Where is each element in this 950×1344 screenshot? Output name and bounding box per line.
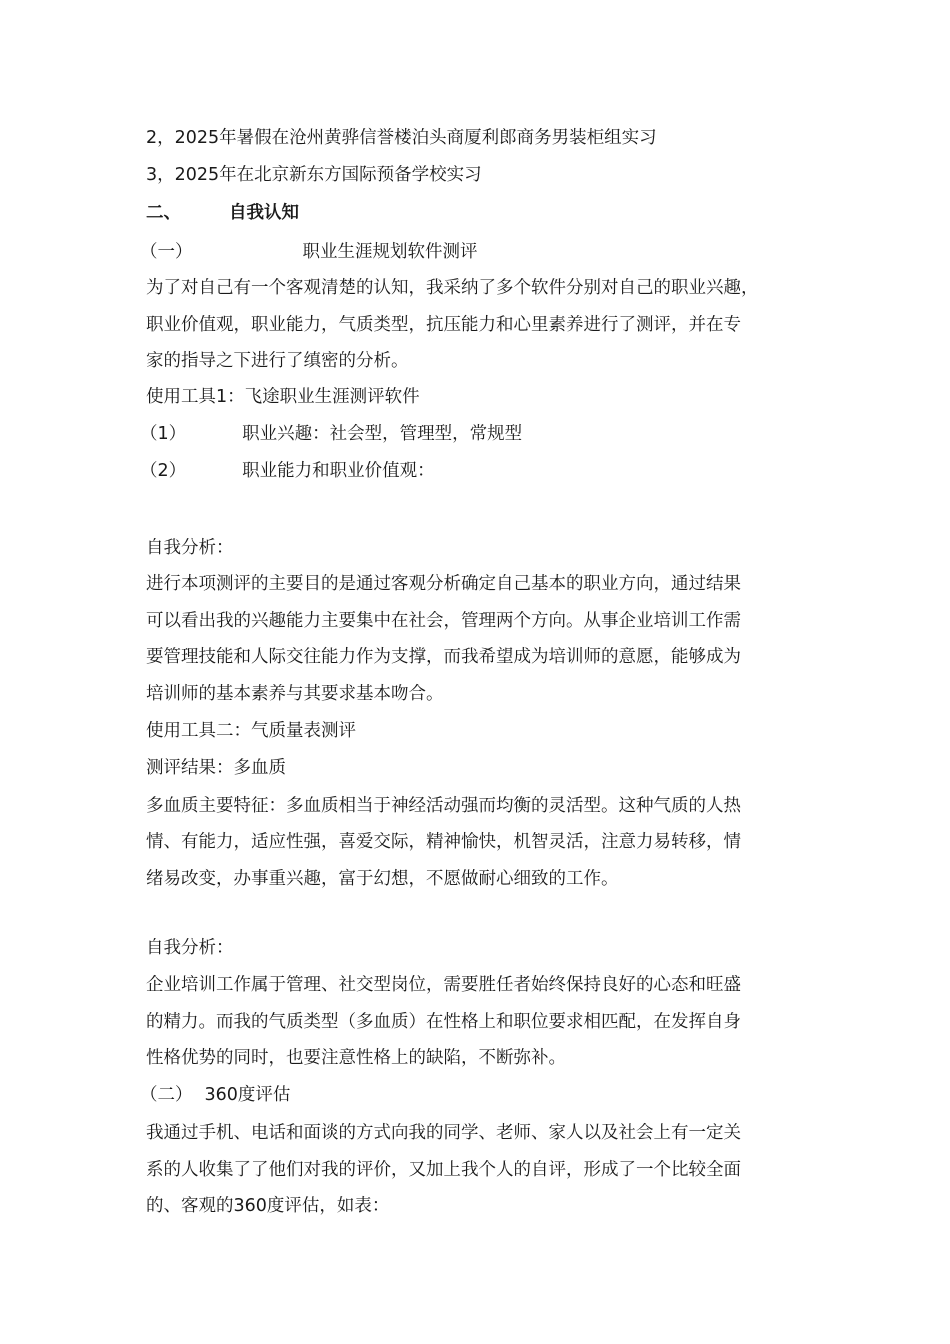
subsection-title: 360度评估 [204, 1085, 291, 1105]
result-line: 测评结果：多血质 [146, 758, 286, 778]
section-title: 自我认知 [229, 203, 299, 223]
analysis-line: 企业培训工作属于管理、社交型岗位，需要胜任者始终保持良好的心态和旺盛 [146, 975, 741, 995]
item-number: （2） [140, 461, 187, 481]
subsection-number: （二） [140, 1085, 193, 1105]
eval-line: 我通过手机、电话和面谈的方式向我的同学、老师、家人以及社会上有一定关 [146, 1123, 741, 1143]
tool-2-line: 使用工具二：气质量表测评 [146, 721, 356, 741]
analysis-line: 进行本项测评的主要目的是通过客观分析确定自己基本的职业方向，通过结果 [146, 574, 741, 594]
section-number: 二、 [146, 203, 181, 223]
traits-line: 绪易改变，办事重兴趣，富于幻想，不愿做耐心细致的工作。 [146, 869, 619, 889]
eval-line: 的、客观的360度评估，如表： [146, 1196, 390, 1216]
analysis-line: 性格优势的同时，也要注意性格上的缺陷，不断弥补。 [146, 1048, 566, 1068]
analysis-line: 的精力。而我的气质类型（多血质）在性格上和职位要求相匹配，在发挥自身 [146, 1012, 741, 1032]
analysis-label-2: 自我分析： [146, 938, 234, 958]
subsection-heading-1 [140, 240, 478, 264]
tool-1-line: 使用工具1：飞途职业生涯测评软件 [146, 387, 420, 407]
analysis-line: 培训师的基本素养与其要求基本吻合。 [146, 684, 444, 704]
analysis-label-1: 自我分析： [146, 538, 234, 558]
internship-line-3: 3，2025年在北京新东方国际预备学校实习 [146, 165, 482, 185]
item-text: 职业兴趣：社会型，管理型，常规型 [242, 424, 523, 444]
item-2 [140, 459, 435, 483]
subsection-title: 职业生涯规划软件测评 [302, 242, 478, 262]
traits-line: 情、有能力，适应性强，喜爱交际，精神愉快，机智灵活，注意力易转移，情 [146, 832, 741, 852]
intro-line: 为了对自己有一个客观清楚的认知，我采纳了多个软件分别对自己的职业兴趣， [146, 278, 759, 298]
analysis-line: 可以看出我的兴趣能力主要集中在社会，管理两个方向。从事企业培训工作需 [146, 611, 741, 631]
eval-line: 系的人收集了了他们对我的评价，又加上我个人的自评，形成了一个比较全面 [146, 1160, 741, 1180]
intro-line: 家的指导之下进行了缜密的分析。 [146, 351, 409, 371]
item-text: 职业能力和职业价值观： [242, 461, 435, 481]
item-number: （1） [140, 424, 187, 444]
intro-line: 职业价值观，职业能力，气质类型，抗压能力和心里素养进行了测评，并在专 [146, 315, 741, 335]
analysis-line: 要管理技能和人际交往能力作为支撑，而我希望成为培训师的意愿，能够成为 [146, 647, 741, 667]
section-heading [146, 201, 299, 225]
traits-line: 多血质主要特征：多血质相当于神经活动强而均衡的灵活型。这种气质的人热 [146, 796, 741, 816]
subsection-number: （一） [140, 242, 193, 262]
item-1 [140, 422, 522, 446]
subsection-heading-2 [140, 1083, 290, 1107]
internship-line-2: 2，2025年暑假在沧州黄骅信誉楼泊头商厦利郎商务男装柜组实习 [146, 128, 657, 148]
